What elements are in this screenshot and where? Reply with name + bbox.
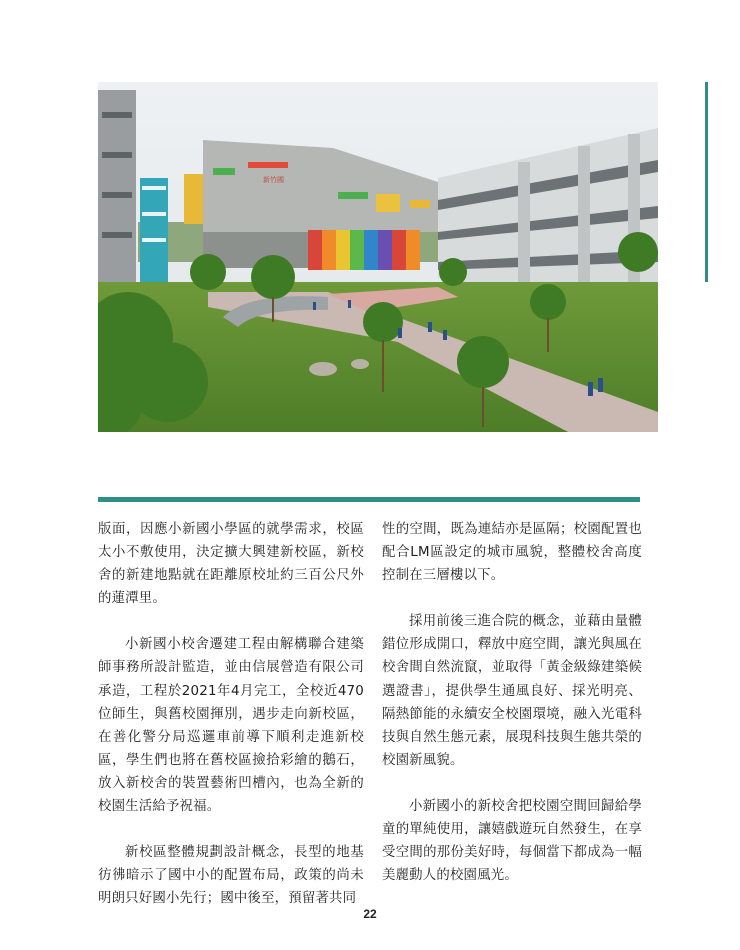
right-column: [382, 518, 642, 910]
campus-photo: [98, 82, 658, 432]
paragraph: 版面，因應小新國小學區的就學需求，校區太小不敷使用，決定擴大興建新校區，新校舍的新建地點就在距離原校址約三百公尺外的蓮潭里。: [98, 522, 364, 607]
section-divider: [98, 497, 640, 502]
paragraph: 性的空間，既為連結亦是區隔；校園配置也配合LM區設定的城市風貌，整體校舍高度控制在三層樓以下。: [382, 522, 642, 584]
edge-accent-bar: [705, 82, 708, 282]
building-sign: 新竹國: [263, 176, 284, 184]
paragraph: 小新國小的新校舍把校園空間回歸給學童的單純使用，讓嬉戲遊玩自然發生，在享受空間的那份美好時，每個當下都成為一幅美麗動人的校園風光。: [382, 798, 642, 884]
page-number: 22: [363, 907, 377, 921]
paragraph: 採用前後三進合院的概念，並藉由量體錯位形成開口，釋放中庭空間，讓光與風在校舍間自然流竄，並取得「黃金級綠建築候選證書」，提供學生通風良好、採光明亮、隔熱節能的永續安全校園環境，融入光電科技與自然生態元素，展現科技與生態共榮的校園新風貌。: [382, 614, 642, 768]
left-column: [98, 518, 364, 933]
paragraph: 新校區整體規劃設計概念，長型的地基彷彿暗示了國中小的配置布局，政策的尚未明朗只好國小先行；國中後至，預留著共同: [98, 845, 364, 907]
paragraph: 小新國小校舍遷建工程由解構聯合建築師事務所設計監造，並由信展營造有限公司承造，工程於2021年4月完工，全校近470位師生，與舊校園揮別，遇步走向新校區，在善化警分局巡邏車前導下順利走進新校區，學生們也將在舊校區撿拾彩繪的鵝石，放入新校舍的裝置藝術凹槽內，也為全新的校園生活給予祝福。: [98, 637, 364, 815]
